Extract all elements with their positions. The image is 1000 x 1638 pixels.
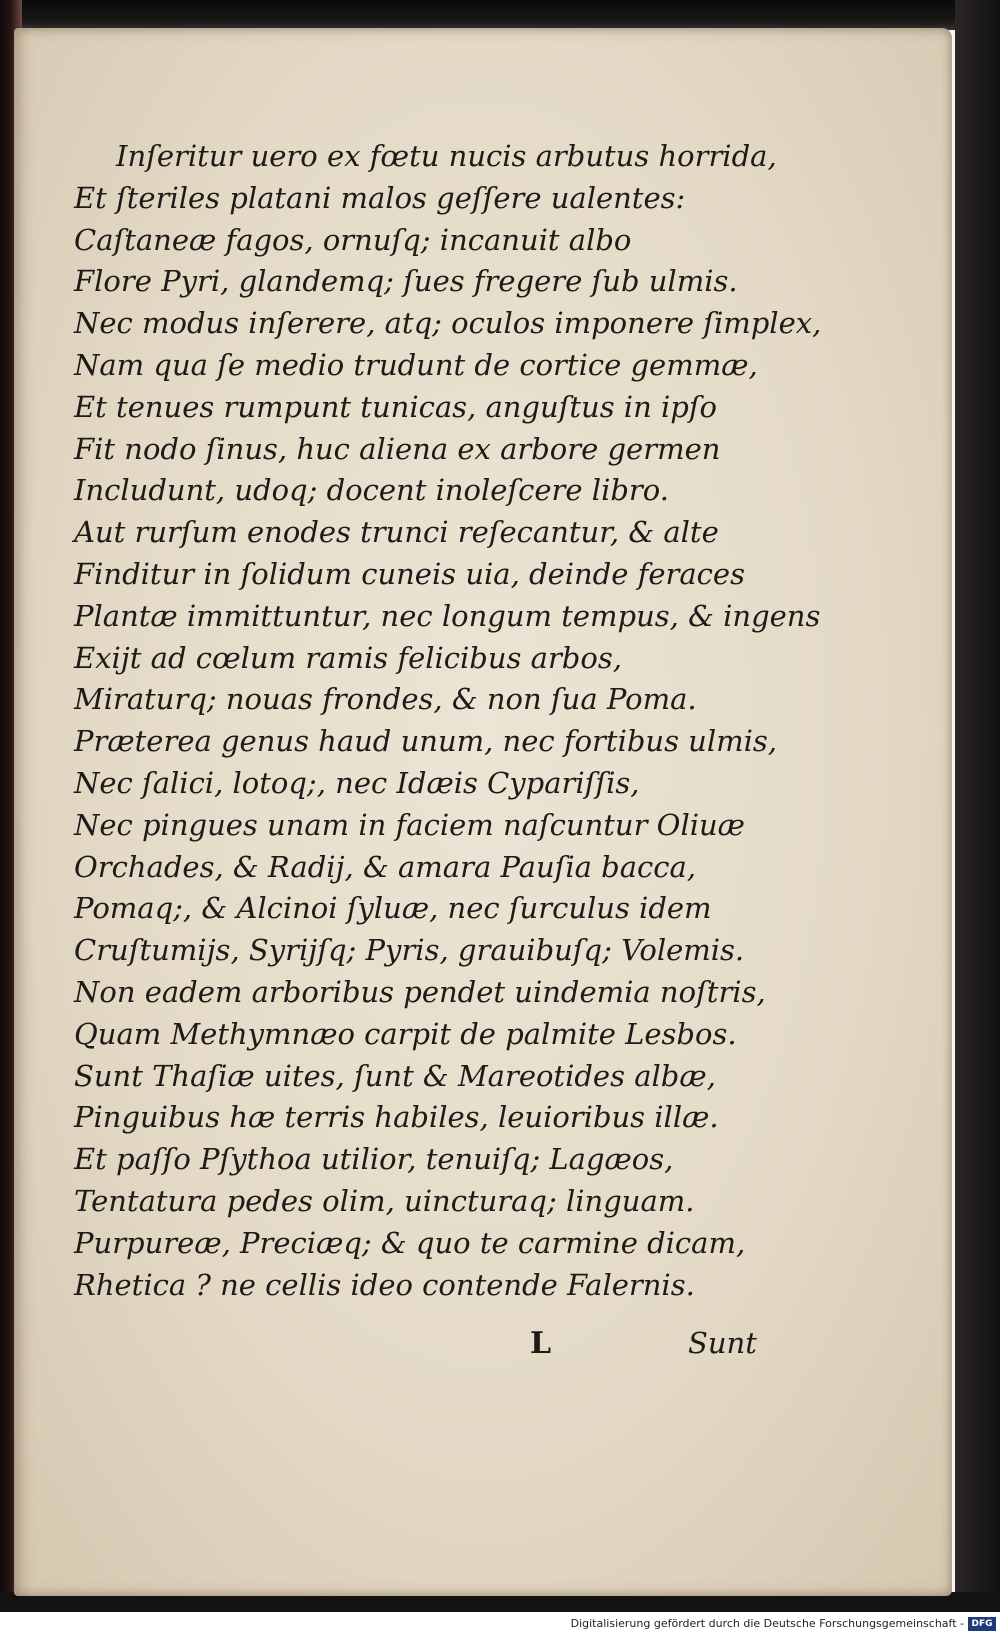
verse-line: Nec ſalici, lotoq;, nec Idæis Cypariſſis, [74,765,640,800]
verse-line: Et tenues rumpunt tunicas, anguſtus in ipſo [74,389,718,424]
dfg-logo-icon: DFG [968,1617,996,1631]
verse-line: Et paſſo Pſythoa utilior, tenuiſq; Lagæos, [74,1142,674,1177]
verse-line: Rhetica ? ne cellis ideo contende Falernis. [74,1267,695,1302]
verse-line: Aut rurſum enodes trunci reſecantur, & alte [74,515,719,550]
verse-line: Nec modus inſerere, atq; oculos imponere ſimplex, [74,306,822,341]
verse-line: Pomaq;, & Alcinoi ſyluæ, nec ſurculus idem [74,891,712,926]
verse-line: Plantæ immittuntur, nec longum tempus, & ingens [74,598,821,633]
catchword: Sunt [688,1326,757,1360]
verse-line: Præterea genus haud unum, nec fortibus ulmis, [74,724,778,759]
footer-credit: Digitalisierung gefördert durch die Deutsche Forschungsgemeinschaft - [570,1617,964,1630]
verse-line: Miraturq; nouas frondes, & non ſua Poma. [74,682,697,717]
verse-line: Purpureæ, Preciæq; & quo te carmine dicam, [74,1225,746,1260]
verse-line: Caſtaneæ fagos, ornuſq; incanuit albo [74,222,632,257]
verse-line: Inſeritur uero ex fœtu nucis arbutus horrida, [116,139,777,173]
verse-line: Nec pingues unam in faciem naſcuntur Oliuæ [74,807,745,842]
verse-line: Finditur in ſolidum cuneis uia, deinde feraces [74,556,745,591]
verse-line: Exijt ad cœlum ramis felicibus arbos, [74,640,622,675]
scan-border-right [955,0,1000,1612]
verse-line: Non eadem arboribus pendet uindemia noſtris, [74,974,766,1009]
verse-line: Et ſteriles platani malos geſſere ualentes: [74,180,686,215]
verse-line: Sunt Thaſiæ uites, ſunt & Mareotides albæ, [74,1058,716,1093]
verse-line: Cruſtumijs, Syrijſq; Pyris, grauibuſq; Volemis. [74,933,745,968]
verse-line: Includunt, udoq; docent inoleſcere libro. [74,473,669,508]
verse-line: Quam Methymnæo carpit de palmite Lesbos. [74,1016,737,1051]
verse-line: Flore Pyri, glandemq; ſues fregere ſub ulmis. [74,264,738,299]
signature-mark: L [530,1326,552,1361]
verse-line: Tentatura pedes olim, uincturaq; linguam. [74,1183,695,1218]
verse-line: Fit nodo ſinus, huc aliena ex arbore germen [74,431,721,466]
scan-border-top [0,0,1000,30]
book-page [14,28,952,1596]
poem-text [74,136,934,1306]
verse-line: Pinguibus hæ terris habiles, leuioribus illæ. [74,1100,719,1135]
verse-line: Nam qua ſe medio trudunt de cortice gemmæ, [74,347,758,382]
verse-line: Orchades, & Radij, & amara Pauſia bacca, [74,849,696,884]
